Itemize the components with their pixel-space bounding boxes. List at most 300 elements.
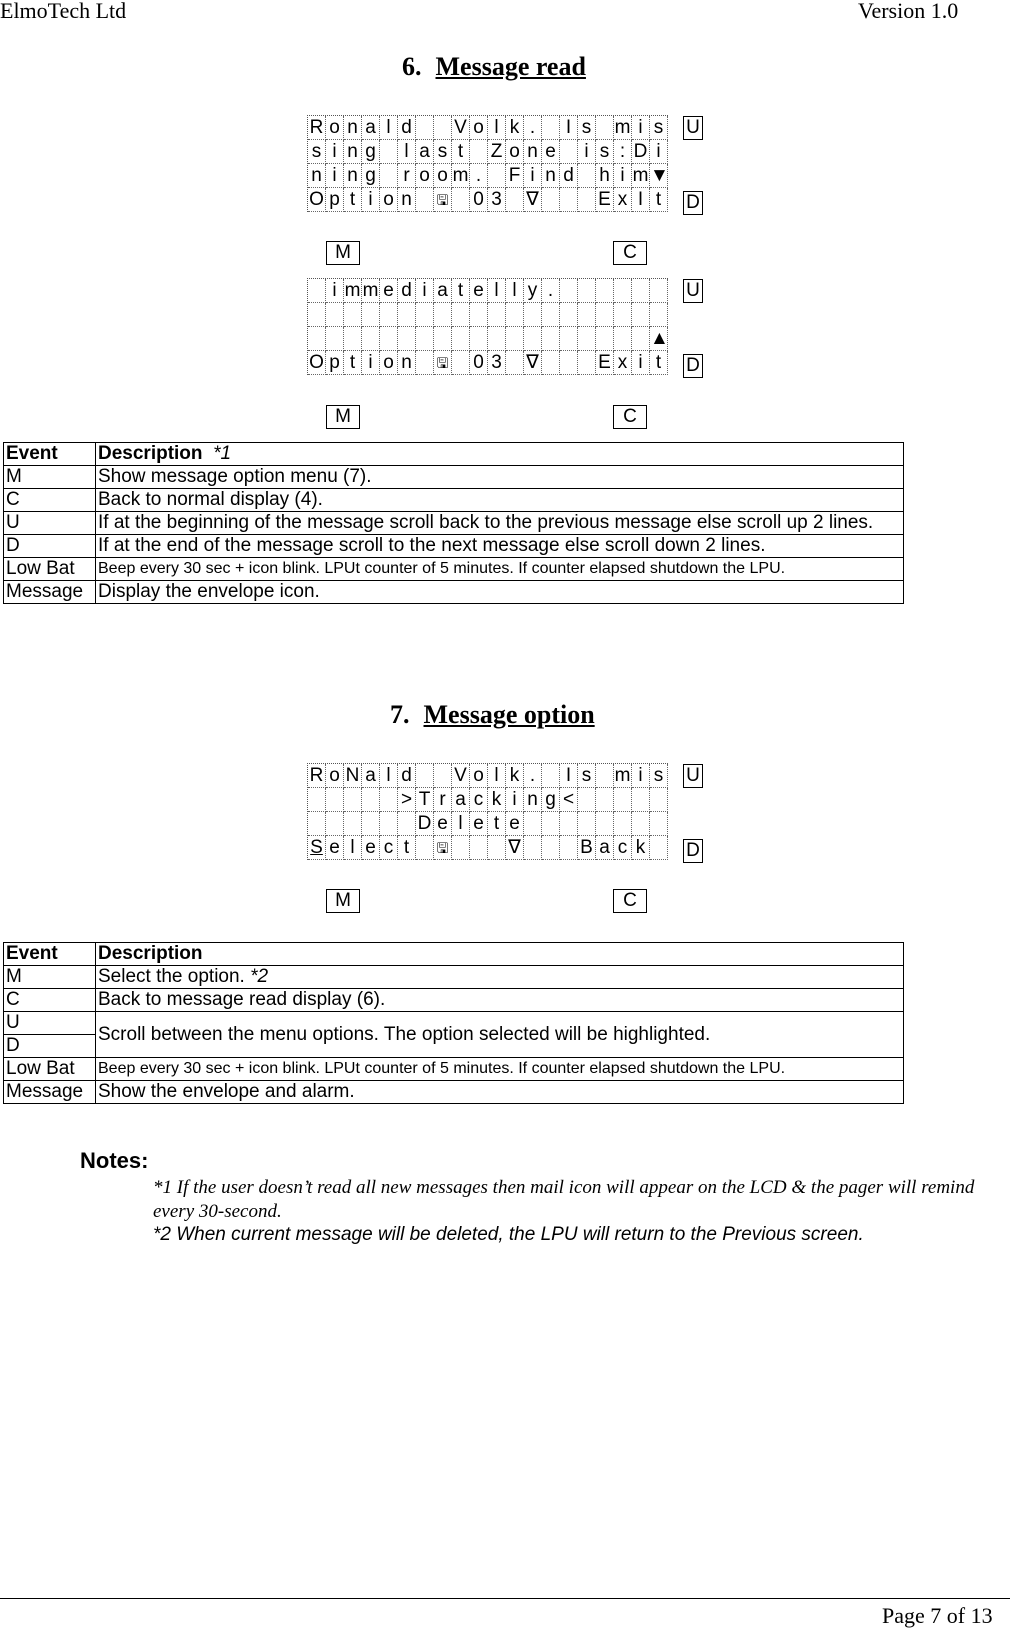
table-row	[4, 581, 904, 604]
document-version: Version 1.0	[858, 0, 959, 23]
lcd-char-cell: n	[344, 116, 362, 140]
lcd-char-cell	[542, 116, 560, 140]
event-cell: Message	[4, 581, 96, 604]
lcd-char-cell: e	[542, 140, 560, 164]
lcd-char-cell: e	[380, 279, 398, 303]
description-text: Select the option.	[98, 966, 245, 987]
lcd-char-cell	[560, 351, 578, 375]
lcd-char-cell: O	[308, 188, 326, 212]
lcd-char-cell	[380, 812, 398, 836]
lcd-char-cell: a	[596, 836, 614, 860]
lcd-char-cell	[488, 303, 506, 327]
lcd-char-cell: m	[452, 165, 469, 186]
section-number: 7.	[390, 700, 410, 729]
lcd-char-cell: 3	[488, 351, 506, 375]
lcd-char-cell	[452, 188, 470, 212]
lcd-char-cell: x	[614, 188, 632, 212]
event-column-header: Event	[4, 943, 96, 966]
footer-divider	[0, 1598, 1010, 1599]
lcd-char-cell: 🖫	[434, 351, 452, 375]
event-cell: M	[4, 966, 96, 989]
event-cell: Low Bat	[4, 1058, 96, 1081]
lcd-char-cell	[398, 327, 416, 351]
lcd-char-cell: i	[326, 164, 344, 188]
lcd-char-cell: t	[452, 140, 470, 164]
lcd-char-cell: l	[488, 279, 506, 303]
down-key[interactable]: D	[683, 354, 703, 378]
lcd-char-cell: F	[506, 164, 524, 188]
table-row	[4, 512, 904, 535]
description-column-header: Description	[96, 943, 904, 966]
section-number: 6.	[402, 52, 422, 81]
lcd-char-cell: :	[614, 140, 632, 164]
lcd-char-cell	[380, 303, 398, 327]
event-cell: Message	[4, 1081, 96, 1104]
lcd-char-cell: m	[632, 165, 649, 186]
lcd-char-cell: g	[542, 788, 560, 812]
lcd-char-cell: 🖫	[434, 836, 452, 860]
lcd-char-cell	[308, 788, 326, 812]
description-cell: Back to normal display (4).	[96, 489, 904, 512]
lcd-char-cell: e	[434, 812, 452, 836]
notes-title: Notes:	[80, 1148, 149, 1173]
lcd-char-cell: n	[398, 351, 416, 375]
lcd-char-cell	[398, 812, 416, 836]
lcd-char-cell: d	[560, 164, 578, 188]
lcd-char-cell	[506, 351, 524, 375]
lcd-char-cell: i	[416, 279, 434, 303]
lcd-char-cell: o	[506, 140, 524, 164]
lcd-char-cell	[470, 327, 488, 351]
lcd-char-cell	[506, 303, 524, 327]
lcd-char-cell: t	[650, 351, 668, 375]
footnote-ref: *1	[213, 443, 232, 464]
lcd-char-cell: s	[578, 764, 596, 788]
event-cell: U	[4, 512, 96, 535]
lcd-char-cell	[506, 327, 524, 351]
lcd-char-cell	[326, 788, 344, 812]
lcd-char-cell	[416, 327, 434, 351]
lcd-char-cell: .	[524, 764, 542, 788]
lcd-char-cell	[416, 836, 434, 860]
lcd-char-cell	[560, 188, 578, 212]
message-option-event-table	[3, 942, 904, 1104]
lcd-char-cell: c	[380, 836, 398, 860]
lcd-char-cell	[542, 812, 560, 836]
lcd-char-cell	[416, 764, 434, 788]
lcd-char-cell: a	[452, 788, 470, 812]
lcd-char-cell: .	[542, 279, 560, 303]
table-row	[4, 989, 904, 1012]
lcd-char-cell	[560, 327, 578, 351]
lcd-char-cell	[470, 836, 488, 860]
lcd-char-cell	[524, 327, 542, 351]
lcd-char-cell	[614, 279, 632, 303]
footnote-ref: *2	[250, 966, 269, 987]
description-cell: Display the envelope icon.	[96, 581, 904, 604]
lcd-char-cell: d	[398, 764, 416, 788]
lcd-char-cell: R	[308, 764, 326, 788]
lcd-char-cell: d	[398, 279, 416, 303]
lcd-char-cell: n	[542, 164, 560, 188]
lcd-char-cell: l	[380, 116, 398, 140]
lcd-char-cell	[362, 327, 380, 351]
lcd-char-cell: x	[614, 351, 632, 375]
down-key[interactable]: D	[683, 839, 703, 863]
lcd-char-cell	[434, 303, 452, 327]
lcd-char-cell	[416, 303, 434, 327]
lcd-char-cell: m	[344, 280, 361, 301]
lcd-char-cell	[488, 164, 506, 188]
lcd-char-cell	[542, 836, 560, 860]
lcd-char-cell: t	[398, 836, 416, 860]
lcd-char-cell: l	[506, 279, 524, 303]
lcd-char-cell	[578, 351, 596, 375]
lcd-char-cell	[578, 279, 596, 303]
event-cell: Low Bat	[4, 558, 96, 581]
lcd-char-cell: o	[326, 116, 344, 140]
lcd-char-cell: n	[344, 164, 362, 188]
lcd-char-cell: V	[452, 116, 470, 140]
lcd-char-cell	[308, 279, 326, 303]
lcd-char-cell: o	[380, 188, 398, 212]
lcd-char-cell: n	[524, 140, 542, 164]
table-row	[4, 466, 904, 489]
lcd-char-cell: e	[470, 279, 488, 303]
lcd-char-cell: .	[470, 164, 488, 188]
description-cell: Beep every 30 sec + icon blink. LPUt counter of 5 minutes. If counter elapsed shutdown the LPU.	[96, 1058, 904, 1081]
lcd-char-cell	[578, 164, 596, 188]
lcd-char-cell	[596, 327, 614, 351]
lcd-char-cell: D	[632, 140, 650, 164]
lcd-char-cell: I	[632, 188, 650, 212]
lcd-char-cell: ∇	[506, 836, 524, 860]
lcd-char-cell	[344, 788, 362, 812]
lcd-char-cell	[416, 351, 434, 375]
lcd-char-cell: B	[578, 836, 596, 860]
lcd-char-cell: i	[614, 164, 632, 188]
lcd-char-cell: l	[488, 764, 506, 788]
lcd-char-cell	[308, 327, 326, 351]
lcd-char-cell	[470, 303, 488, 327]
lcd-char-cell	[632, 788, 650, 812]
lcd-char-cell: h	[596, 164, 614, 188]
lcd-char-cell	[380, 327, 398, 351]
lcd-char-cell: l	[380, 764, 398, 788]
lcd-char-cell	[452, 303, 470, 327]
description-cell: Back to message read display (6).	[96, 989, 904, 1012]
lcd-char-cell	[614, 327, 632, 351]
table-row	[4, 966, 904, 989]
lcd-char-cell	[596, 116, 614, 140]
event-cell: C	[4, 989, 96, 1012]
lcd-char-cell	[398, 303, 416, 327]
section-title: Message option	[423, 700, 595, 729]
lcd-char-cell: l	[398, 140, 416, 164]
lcd-char-cell	[632, 303, 650, 327]
lcd-char-cell: i	[578, 140, 596, 164]
lcd-char-cell	[434, 764, 452, 788]
section-6-heading	[402, 52, 586, 82]
event-cell: M	[4, 466, 96, 489]
lcd-char-cell: i	[362, 188, 380, 212]
section-7-heading	[390, 700, 595, 730]
lcd-char-cell: ▼	[650, 165, 669, 186]
lcd-char-cell	[524, 303, 542, 327]
lcd-char-cell	[416, 188, 434, 212]
lcd-char-cell: s	[650, 764, 668, 788]
lcd-screen-message-read-2	[307, 278, 668, 375]
lcd-char-cell: l	[488, 116, 506, 140]
lcd-char-cell: d	[398, 116, 416, 140]
lcd-char-cell	[488, 327, 506, 351]
lcd-char-cell: o	[434, 164, 452, 188]
event-cell: D	[4, 1035, 96, 1058]
lcd-char-cell	[650, 812, 668, 836]
lcd-char-cell	[560, 140, 578, 164]
lcd-char-cell	[380, 164, 398, 188]
lcd-char-cell	[596, 788, 614, 812]
description-header-text: Description	[98, 443, 203, 464]
description-cell	[96, 966, 904, 989]
note-2: *2 When current message will be deleted, the LPU will return to the Previous screen.	[153, 1224, 864, 1245]
lcd-char-cell: i	[650, 140, 668, 164]
lcd-char-cell: m	[614, 117, 631, 138]
lcd-char-cell: s	[596, 140, 614, 164]
table-row	[4, 1058, 904, 1081]
lcd-char-cell	[560, 279, 578, 303]
lcd-char-cell	[650, 788, 668, 812]
lcd-char-cell: i	[506, 788, 524, 812]
lcd-char-cell: r	[434, 788, 452, 812]
lcd-char-cell: m	[614, 765, 631, 786]
lcd-char-cell: s	[650, 116, 668, 140]
lcd-char-cell: E	[596, 188, 614, 212]
lcd-char-cell: s	[308, 140, 326, 164]
lcd-char-cell: e	[470, 812, 488, 836]
lcd-char-cell	[632, 327, 650, 351]
lcd-char-cell	[380, 140, 398, 164]
lcd-char-cell: .	[524, 116, 542, 140]
lcd-char-cell: a	[362, 116, 380, 140]
lcd-char-cell	[542, 351, 560, 375]
lcd-char-cell: e	[506, 812, 524, 836]
description-cell: If at the beginning of the message scroll back to the previous message else scroll up 2 lines.	[96, 512, 904, 535]
lcd-char-cell	[542, 303, 560, 327]
lcd-char-cell: t	[650, 188, 668, 212]
lcd-char-cell	[614, 788, 632, 812]
lcd-char-cell	[344, 327, 362, 351]
table-header-row	[4, 943, 904, 966]
lcd-char-cell: o	[326, 764, 344, 788]
lcd-char-cell: p	[326, 351, 344, 375]
lcd-char-cell: o	[416, 164, 434, 188]
lcd-screen-message-option	[307, 763, 668, 860]
cancel-key[interactable]: C	[613, 405, 647, 429]
lcd-char-cell: >	[398, 788, 416, 812]
up-key[interactable]: U	[683, 279, 703, 303]
menu-key[interactable]: M	[326, 405, 360, 429]
lcd-char-cell: t	[452, 279, 470, 303]
lcd-char-cell	[596, 764, 614, 788]
event-cell: C	[4, 489, 96, 512]
lcd-char-cell	[650, 836, 668, 860]
lcd-char-cell: c	[470, 788, 488, 812]
lcd-char-cell: T	[416, 788, 434, 812]
lcd-char-cell: ∇	[524, 188, 542, 212]
lcd-char-cell	[614, 303, 632, 327]
up-key[interactable]: U	[683, 764, 703, 788]
lcd-char-cell: p	[326, 188, 344, 212]
lcd-char-cell: i	[632, 764, 650, 788]
lcd-char-cell	[434, 116, 452, 140]
description-cell: Scroll between the menu options. The option selected will be highlighted.	[96, 1012, 904, 1058]
lcd-char-cell	[632, 812, 650, 836]
lcd-char-cell: g	[362, 140, 380, 164]
lcd-char-cell: 0	[470, 188, 488, 212]
description-cell: If at the end of the message scroll to the next message else scroll down 2 lines.	[96, 535, 904, 558]
table-row	[4, 1081, 904, 1104]
section-title: Message read	[435, 52, 586, 81]
lcd-char-cell: e	[362, 836, 380, 860]
lcd-char-cell: l	[452, 812, 470, 836]
lcd-char-cell: g	[362, 164, 380, 188]
table-row	[4, 558, 904, 581]
lcd-char-cell: n	[524, 788, 542, 812]
lcd-char-cell: ∇	[524, 351, 542, 375]
lcd-char-cell	[416, 116, 434, 140]
lcd-char-cell	[452, 351, 470, 375]
lcd-char-cell: k	[506, 116, 524, 140]
lcd-char-cell: I	[560, 764, 578, 788]
event-cell: U	[4, 1012, 96, 1035]
lcd-char-cell: I	[560, 116, 578, 140]
lcd-char-cell	[524, 836, 542, 860]
note-1: *1 If the user doesn’t read all new messages then mail icon will appear on the LCD & the pager will remind every 30-second.	[153, 1177, 975, 1222]
lcd-char-cell	[326, 327, 344, 351]
lcd-char-cell	[452, 836, 470, 860]
lcd-char-cell: D	[416, 812, 434, 836]
lcd-char-cell: n	[308, 164, 326, 188]
lcd-char-cell	[542, 764, 560, 788]
lcd-char-cell: t	[344, 188, 362, 212]
lcd-char-cell: V	[452, 764, 470, 788]
lcd-char-cell	[578, 788, 596, 812]
lcd-char-cell	[434, 327, 452, 351]
lcd-char-cell: t	[344, 351, 362, 375]
lcd-char-cell	[578, 303, 596, 327]
lcd-char-cell: 🖫	[434, 188, 452, 212]
lcd-char-cell: n	[398, 188, 416, 212]
lcd-char-cell	[524, 812, 542, 836]
lcd-char-cell	[344, 303, 362, 327]
description-cell: Show the envelope and alarm.	[96, 1081, 904, 1104]
lcd-char-cell: o	[380, 351, 398, 375]
lcd-char-cell	[326, 812, 344, 836]
lcd-char-cell: o	[470, 116, 488, 140]
lcd-char-cell	[650, 279, 668, 303]
lcd-char-cell	[650, 303, 668, 327]
event-column-header: Event	[4, 443, 96, 466]
lcd-screen-message-read-1	[307, 115, 668, 212]
message-read-event-table	[3, 442, 904, 604]
lcd-char-cell: c	[614, 836, 632, 860]
cancel-key[interactable]: C	[613, 241, 647, 265]
lcd-char-cell: i	[632, 116, 650, 140]
lcd-char-cell	[344, 812, 362, 836]
lcd-char-cell: a	[434, 279, 452, 303]
lcd-char-cell: i	[326, 140, 344, 164]
lcd-char-cell	[578, 188, 596, 212]
up-key[interactable]: U	[683, 116, 703, 140]
lcd-char-cell	[632, 279, 650, 303]
lcd-char-cell: O	[308, 351, 326, 375]
lcd-char-cell	[596, 812, 614, 836]
lcd-char-cell: N	[344, 764, 362, 788]
lcd-char-cell: i	[632, 351, 650, 375]
lcd-char-cell: k	[488, 788, 506, 812]
description-cell: Show message option menu (7).	[96, 466, 904, 489]
lcd-char-cell	[488, 836, 506, 860]
lcd-char-cell	[542, 327, 560, 351]
table-header-row	[4, 443, 904, 466]
lcd-char-cell: e	[326, 836, 344, 860]
lcd-char-cell	[506, 188, 524, 212]
lcd-char-cell: k	[632, 836, 650, 860]
lcd-char-cell	[614, 812, 632, 836]
lcd-char-cell: a	[362, 764, 380, 788]
menu-key[interactable]: M	[326, 889, 360, 913]
description-column-header	[96, 443, 904, 466]
lcd-char-cell: t	[488, 812, 506, 836]
lcd-char-cell: y	[524, 279, 542, 303]
lcd-char-cell	[362, 812, 380, 836]
lcd-char-cell	[380, 788, 398, 812]
lcd-char-cell: Z	[488, 140, 506, 164]
lcd-char-cell	[452, 327, 470, 351]
page-number: Page 7 of 13	[882, 1603, 993, 1628]
lcd-char-cell: 3	[488, 188, 506, 212]
lcd-char-cell	[362, 303, 380, 327]
table-row	[4, 489, 904, 512]
lcd-char-cell	[308, 303, 326, 327]
lcd-char-cell	[542, 188, 560, 212]
lcd-char-cell	[578, 327, 596, 351]
lcd-char-cell	[326, 303, 344, 327]
lcd-char-cell: i	[326, 279, 344, 303]
lcd-char-cell	[596, 279, 614, 303]
lcd-char-cell: R	[308, 116, 326, 140]
lcd-char-cell: E	[596, 351, 614, 375]
table-row	[4, 1012, 904, 1035]
lcd-char-cell: ▲	[650, 328, 669, 349]
lcd-char-cell: l	[344, 836, 362, 860]
lcd-char-cell	[596, 303, 614, 327]
lcd-char-cell	[560, 303, 578, 327]
lcd-char-cell: a	[416, 140, 434, 164]
menu-key[interactable]: M	[326, 241, 360, 265]
lcd-char-cell	[560, 836, 578, 860]
lcd-char-cell: 0	[470, 351, 488, 375]
lcd-char-cell	[362, 788, 380, 812]
cancel-key[interactable]: C	[613, 889, 647, 913]
lcd-char-cell: s	[434, 140, 452, 164]
event-cell: D	[4, 535, 96, 558]
lcd-char-cell	[308, 812, 326, 836]
down-key[interactable]: D	[683, 191, 703, 215]
lcd-char-cell: m	[362, 280, 379, 301]
lcd-char-cell: i	[524, 164, 542, 188]
